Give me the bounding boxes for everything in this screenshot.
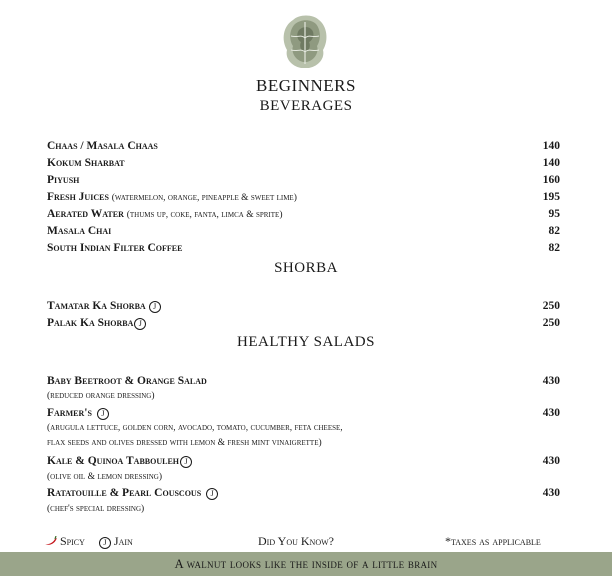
walnut-logo	[279, 14, 331, 70]
item-note: (olive oil & lemon dressing)	[47, 472, 162, 482]
item-price: 95	[548, 208, 560, 220]
menu-item	[47, 225, 560, 239]
menu-item	[47, 487, 560, 501]
did-you-know: Did You Know?	[258, 534, 334, 548]
menu-item	[47, 300, 560, 314]
item-price: 430	[542, 487, 560, 499]
item-description: (watermelon, orange, pineapple & sweet lime)	[111, 193, 297, 203]
jain-icon: J	[97, 408, 109, 420]
item-price: 250	[542, 317, 560, 329]
item-price: 82	[548, 242, 560, 254]
menu-item	[47, 317, 560, 331]
item-note: (arugula lettuce, golden corn, avocado, tomato, cucumber, feta cheese,	[47, 423, 343, 433]
page-title: BEGINNERS	[256, 76, 356, 95]
chili-icon	[44, 536, 58, 546]
item-price: 430	[542, 375, 560, 387]
item-name: Kale & Quinoa Tabbouleh	[47, 455, 180, 467]
item-price: 82	[548, 225, 560, 237]
menu-item	[47, 191, 560, 205]
item-name: Baby Beetroot & Orange Salad	[47, 375, 207, 387]
item-name: Tamatar Ka Shorba	[47, 300, 146, 312]
taxes-note: *taxes as applicable	[445, 534, 541, 548]
jain-icon: J	[206, 488, 218, 500]
menu-item	[47, 375, 560, 389]
menu-item	[47, 242, 560, 256]
item-name: Palak Ka Shorba	[47, 317, 134, 329]
item-note: flax seeds and olives dressed with lemon & fresh mint vinaigrette)	[47, 438, 322, 448]
item-name: Masala Chai	[47, 225, 112, 237]
menu-item	[47, 407, 560, 421]
item-price: 430	[542, 407, 560, 419]
item-price: 195	[542, 191, 560, 203]
menu-item	[47, 455, 560, 469]
item-description: (thums up, coke, fanta, limca & sprite)	[126, 210, 283, 220]
item-note: (chef's special dressing)	[47, 504, 145, 514]
item-price: 140	[542, 157, 560, 169]
item-price: 430	[542, 455, 560, 467]
legend	[44, 534, 133, 552]
menu-item	[47, 174, 560, 188]
menu-item	[47, 208, 560, 222]
menu-item	[47, 157, 560, 171]
item-name: Aerated Water	[47, 208, 124, 220]
item-name: Kokum Sharbat	[47, 157, 125, 169]
item-price: 160	[542, 174, 560, 186]
section-heading-beverages: BEVERAGES	[259, 98, 353, 114]
menu-item	[47, 140, 560, 154]
item-price: 140	[542, 140, 560, 152]
jain-icon: J	[99, 537, 111, 549]
item-price: 250	[542, 300, 560, 312]
jain-icon: J	[134, 318, 146, 330]
item-name: Farmer's	[47, 407, 92, 419]
section-heading-shorba: SHORBA	[274, 260, 338, 276]
jain-icon: J	[149, 301, 161, 313]
jain-icon: J	[180, 456, 192, 468]
jain-label: Jain	[113, 534, 133, 548]
item-name: Fresh Juices	[47, 191, 109, 203]
item-name: Ratatouille & Pearl Couscous	[47, 487, 202, 499]
spicy-label: Spicy	[60, 534, 85, 548]
section-heading-salads: HEALTHY SALADS	[237, 334, 375, 350]
item-name: Piyush	[47, 174, 80, 186]
item-note: (reduced orange dressing)	[47, 391, 155, 401]
item-name: Chaas / Masala Chaas	[47, 140, 158, 152]
fact-banner: A walnut looks like the inside of a little brain	[0, 552, 612, 576]
item-name: South Indian Filter Coffee	[47, 242, 183, 254]
